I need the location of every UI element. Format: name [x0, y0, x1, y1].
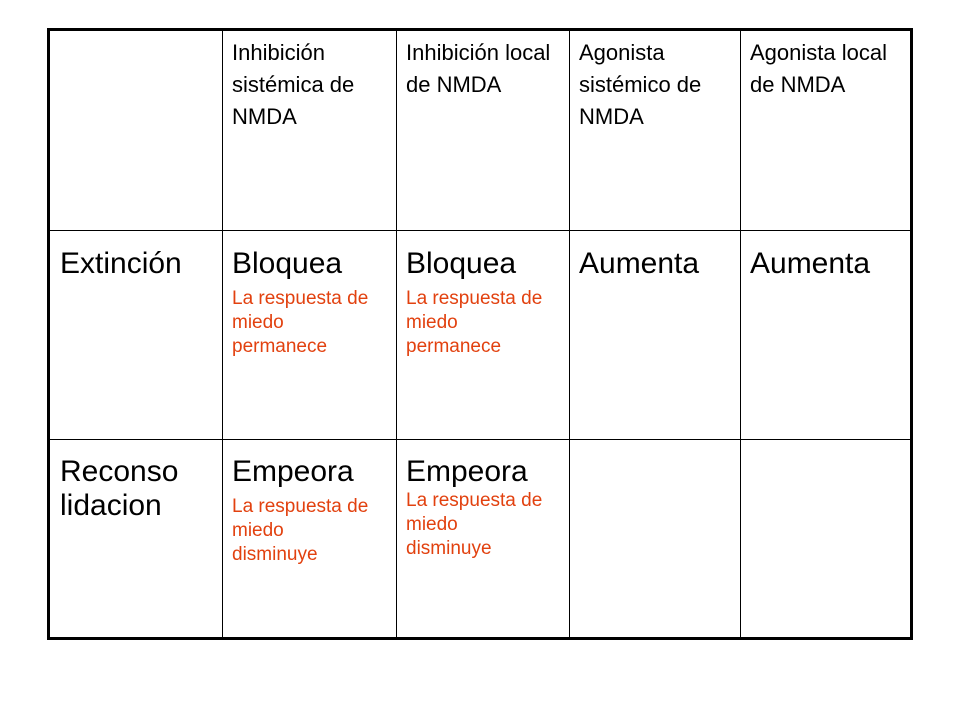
header-col-4 [750, 37, 900, 101]
row-2-cell-2-value: Empeora [406, 455, 528, 488]
row-divider [50, 439, 910, 440]
header-col-4-text: Agonista local de NMDA [750, 40, 887, 97]
row-2-label-line-2: lidacion [60, 489, 162, 522]
header-col-3 [579, 37, 729, 133]
header-col-1-text: Inhibición sistémica de NMDA [232, 40, 355, 129]
comparison-table [47, 28, 913, 640]
header-col-2 [406, 37, 556, 101]
row-1-cell-1 [232, 247, 392, 359]
column-divider [222, 31, 223, 637]
row-2-label-line-1: Reconso [60, 455, 179, 488]
row-1-cell-3-value: Aumenta [579, 247, 700, 280]
row-1-cell-3 [579, 247, 739, 281]
header-col-3-text: Agonista sistémico de NMDA [579, 40, 702, 129]
header-col-1 [232, 37, 392, 133]
row-1-cell-2 [406, 247, 566, 359]
column-divider [740, 31, 741, 637]
row-1-cell-4 [750, 247, 912, 281]
row-1-cell-2-value: Bloquea [406, 247, 517, 280]
row-1-cell-1-note: La respuesta de miedo permanece [232, 288, 369, 357]
row-1-cell-4-value: Aumenta [750, 247, 871, 280]
row-2-cell-1-value: Empeora [232, 455, 354, 488]
row-label-extincion [60, 247, 220, 281]
header-col-2-text: Inhibición local de NMDA [406, 40, 551, 97]
row-1-label: Extinción [60, 247, 182, 280]
row-1-cell-1-value: Bloquea [232, 247, 343, 280]
row-2-cell-2 [406, 455, 566, 561]
row-2-cell-1-note: La respuesta de miedo disminuye [232, 496, 369, 565]
row-label-reconsolidacion [60, 455, 220, 523]
column-divider [569, 31, 570, 637]
row-2-cell-1 [232, 455, 392, 567]
row-divider [50, 230, 910, 231]
row-2-cell-2-note: La respuesta de miedo disminuye [406, 490, 543, 559]
row-1-cell-2-note: La respuesta de miedo permanece [406, 288, 543, 357]
column-divider [396, 31, 397, 637]
